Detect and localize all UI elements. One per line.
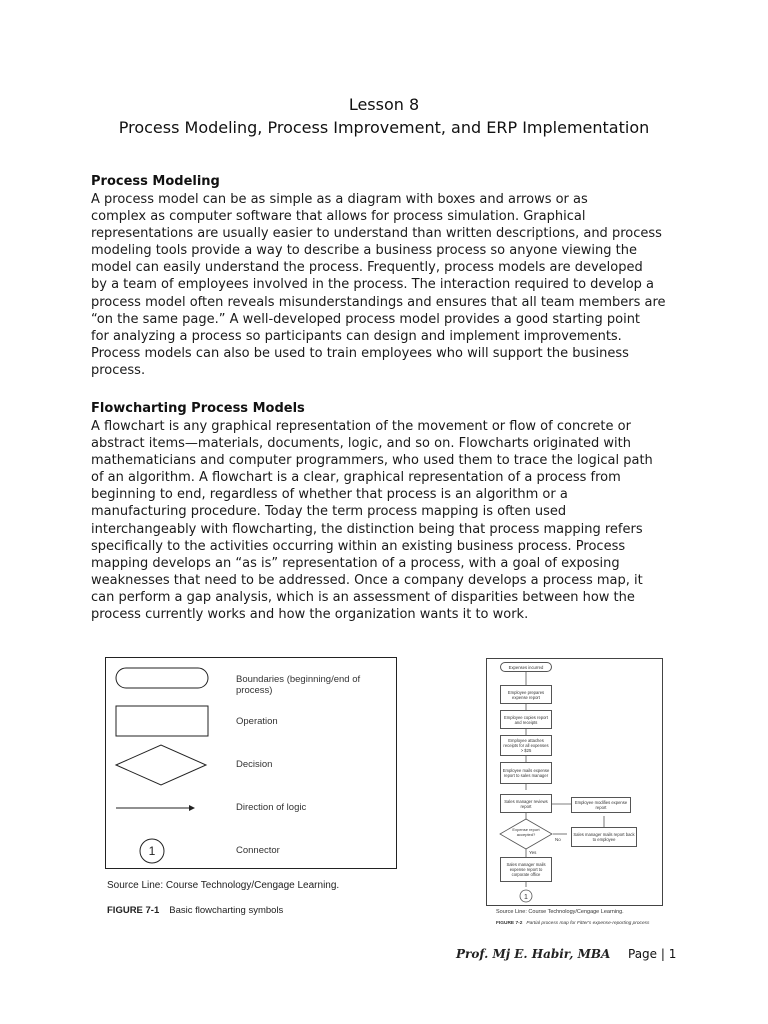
arrowhead-icon xyxy=(189,805,195,811)
section-body-flowcharting: A flowchart is any graphical representation of the movement or flow of concrete or abstract items—materials, documents, logic, and so on. Flowcharts originated with mathematicians and computer programmers, who used them to trace the logical path of an algorithm. A flowchart is a clear, graphical representation of a process from beginning to end, regardless of whether that process is an algorithm or a manufacturing procedure. Today the term process mapping is often used interchangeably with flowcharting, the distinction being that process mapping refers specifically to the activities occurring within an existing business process. Process mapping develops an “as is” representation of a process, with a goal of exposing weaknesses that need to be addressed. Once a company develops a process map, it can perform a gap analysis, which is an assessment of disparities between how the process currently works and how the organization wants it to work. xyxy=(91,419,653,623)
process-mail-back-step: Sales manager mails report back to employee xyxy=(571,827,637,847)
page-title: Process Modeling, Process Improvement, and ERP Implementation xyxy=(118,118,650,137)
decision-no-label: No xyxy=(555,837,561,842)
process-connector-number: 1 xyxy=(524,894,528,901)
lesson-number: Lesson 8 xyxy=(348,95,420,114)
symbol-label-boundaries: Boundaries (beginning/end of process) xyxy=(236,674,361,696)
symbol-label-operation: Operation xyxy=(236,716,278,727)
figure2-caption xyxy=(496,921,649,926)
process-step-5: Sales manager reviews report xyxy=(500,794,552,813)
figure2-number: FIGURE 7-2 xyxy=(496,921,523,926)
process-modify-step: Employee modifies expense report xyxy=(571,797,631,813)
figure1-title: Basic flowcharting symbols xyxy=(169,905,284,916)
symbol-label-decision: Decision xyxy=(236,759,273,770)
page-number: Page | 1 xyxy=(628,947,677,961)
section-body-process-modeling: A process model can be as simple as a diagram with boxes and arrows or as complex as computer software that allows for process simulation. Graphical representations are usually easier to understand than written descriptions, and process modeling tools provide a way to describe a business process so anyone viewing the model can easily understand the process. Frequently, process models are developed by a team of employees involved in the process. The interaction required to develop a process model often reveals misunderstandings and ensures that all team members are “on the same page.” A well-developed process model provides a good starting point for analyzing a process so participants can design and implement improvements. Process models can also be used to train employees who will support the business process. xyxy=(91,192,666,378)
process-step-2: Employee copies report and receipts xyxy=(500,710,552,729)
figure-expense-process-map xyxy=(486,658,663,906)
figure2-title: Partial process map for Fitter's expense-reporting process xyxy=(526,921,650,926)
figure1-source: Source Line: Course Technology/Cengage Learning. xyxy=(107,880,340,891)
operation-rectangle-icon xyxy=(116,706,208,736)
decision-diamond-icon xyxy=(116,745,206,785)
process-final-step: Sales manager mails expense report to corporate office xyxy=(500,857,552,882)
process-start: Expenses incurred xyxy=(500,662,552,672)
figure1-caption xyxy=(107,905,283,916)
decision-yes-label: Yes xyxy=(529,850,537,855)
symbol-label-direction: Direction of logic xyxy=(236,802,307,813)
author-signature: Prof. Mj E. Habir, MBA xyxy=(456,947,611,961)
process-step-3: Employee attaches receipts for all expenses > $25 xyxy=(500,735,552,756)
process-step-4: Employee mails expense report to sales manager xyxy=(500,762,552,784)
connector-number: 1 xyxy=(148,844,156,858)
figure1-number: FIGURE 7-1 xyxy=(107,905,160,916)
terminator-oval-icon xyxy=(116,668,208,688)
figure-basic-flowcharting-symbols xyxy=(105,657,397,869)
symbol-label-connector: Connector xyxy=(236,845,280,856)
section-heading-flowcharting: Flowcharting Process Models xyxy=(91,401,305,416)
figure2-source: Source Line: Course Technology/Cengage Learning. xyxy=(496,909,624,915)
section-heading-process-modeling: Process Modeling xyxy=(91,174,220,189)
process-step-1: Employee prepares expense report xyxy=(500,685,552,704)
decision-label: Expense report accepted? xyxy=(512,827,540,837)
